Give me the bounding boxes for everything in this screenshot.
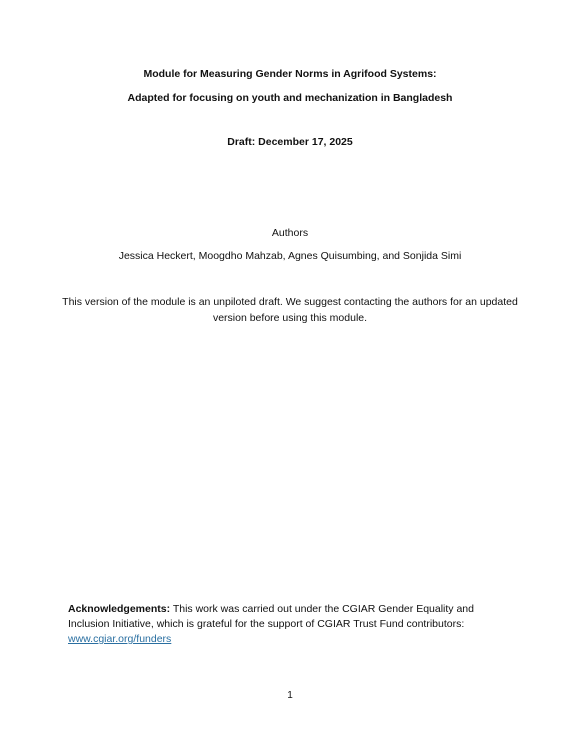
acknowledgements: [68, 602, 508, 647]
funders-link[interactable]: www.cgiar.org/funders: [68, 633, 172, 645]
authors-heading: Authors: [271, 227, 309, 239]
page-number: 1: [287, 690, 293, 701]
title-line-2: Adapted for focusing on youth and mechanization in Bangladesh: [127, 92, 453, 104]
acknowledgements-text: This work was carried out under the CGIAR Gender Equality and Inclusion Initiative, which is grateful for the support of CGIAR Trust Fund contributors:: [68, 603, 474, 630]
authors-list: Jessica Heckert, Moogdho Mahzab, Agnes Quisumbing, and Sonjida Simi: [118, 250, 462, 262]
title-line-1: Module for Measuring Gender Norms in Agrifood Systems:: [143, 68, 437, 80]
draft-note: This version of the module is an unpiloted draft. We suggest contacting the authors for an updated version before using this module.: [62, 296, 518, 324]
acknowledgements-heading: Acknowledgements:: [68, 603, 171, 615]
draft-date: Draft: December 17, 2025: [227, 136, 353, 148]
